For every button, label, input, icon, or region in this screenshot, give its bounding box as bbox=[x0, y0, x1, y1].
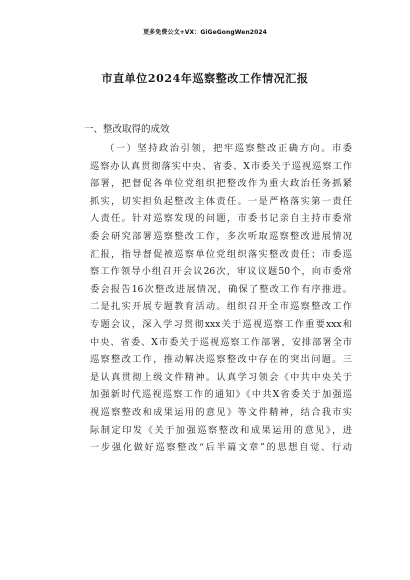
text-line: 汇报，指导督促被巡察单位党组织落实整改责任；市委巡 bbox=[90, 248, 352, 260]
text-line: 中央、省委、X市委关于巡视巡察工作部署，安排部署全市 bbox=[90, 336, 352, 348]
text-line: 二是扎实开展专题教育活动。组织召开全市巡察整改工作 bbox=[90, 301, 352, 313]
section-heading: 一、整改取得的成效 bbox=[84, 124, 170, 135]
text-line: 人责任。针对巡察发现的问题，市委书记亲自主持市委常 bbox=[90, 213, 352, 225]
header-watermark: 更多免费公文+VX：GiGeGongWen2024 bbox=[143, 29, 267, 36]
text-line: 部署，把督促各单位党组织把整改作为重大政治任务抓紧 bbox=[90, 178, 352, 190]
text-line: 是认真贯彻上级文件精神。认真学习领会《中共中央关于 bbox=[90, 371, 352, 383]
body-paragraph bbox=[90, 140, 352, 457]
text-line: 专题会议，深入学习贯彻xxx关于巡视巡察工作重要xxx和 bbox=[90, 318, 352, 330]
text-line: 察工作领导小组召开会议26次，审议议题50个，向市委常 bbox=[90, 266, 352, 278]
text-line: （一）坚持政治引领，把牢巡察整改正确方向。市委 bbox=[105, 143, 352, 154]
text-line: 视巡察整改和成果运用的意见》等文件精神，结合我市实 bbox=[90, 406, 352, 418]
text-line: 巡察办认真贯彻落实中央、省委、X市委关于巡视巡察工作 bbox=[90, 160, 352, 172]
text-line: 巡察整改工作，推动解决巡察整改中存在的突出问题。三 bbox=[90, 354, 352, 366]
text-line: 一步强化做好巡察整改“后半篇文章”的思想自觉、行动 bbox=[90, 442, 352, 454]
text-line: 际制定印发《关于加强巡察整改和成果运用的意见》，进 bbox=[90, 424, 352, 436]
text-line: 加强新时代巡视巡察工作的通知》《中共X省委关于加强巡 bbox=[90, 389, 352, 401]
document-title: 市直单位2024年巡察整改工作情况汇报 bbox=[101, 72, 309, 85]
text-line: 抓实，切实担负起整改主体责任。一是严格落实第一责任 bbox=[90, 195, 352, 207]
text-line: 委会研究部署巡察整改工作，多次听取巡察整改进展情况 bbox=[90, 230, 352, 242]
text-line: 委会报告16次整改进展情况，确保了整改工作有序推进。 bbox=[90, 283, 352, 295]
